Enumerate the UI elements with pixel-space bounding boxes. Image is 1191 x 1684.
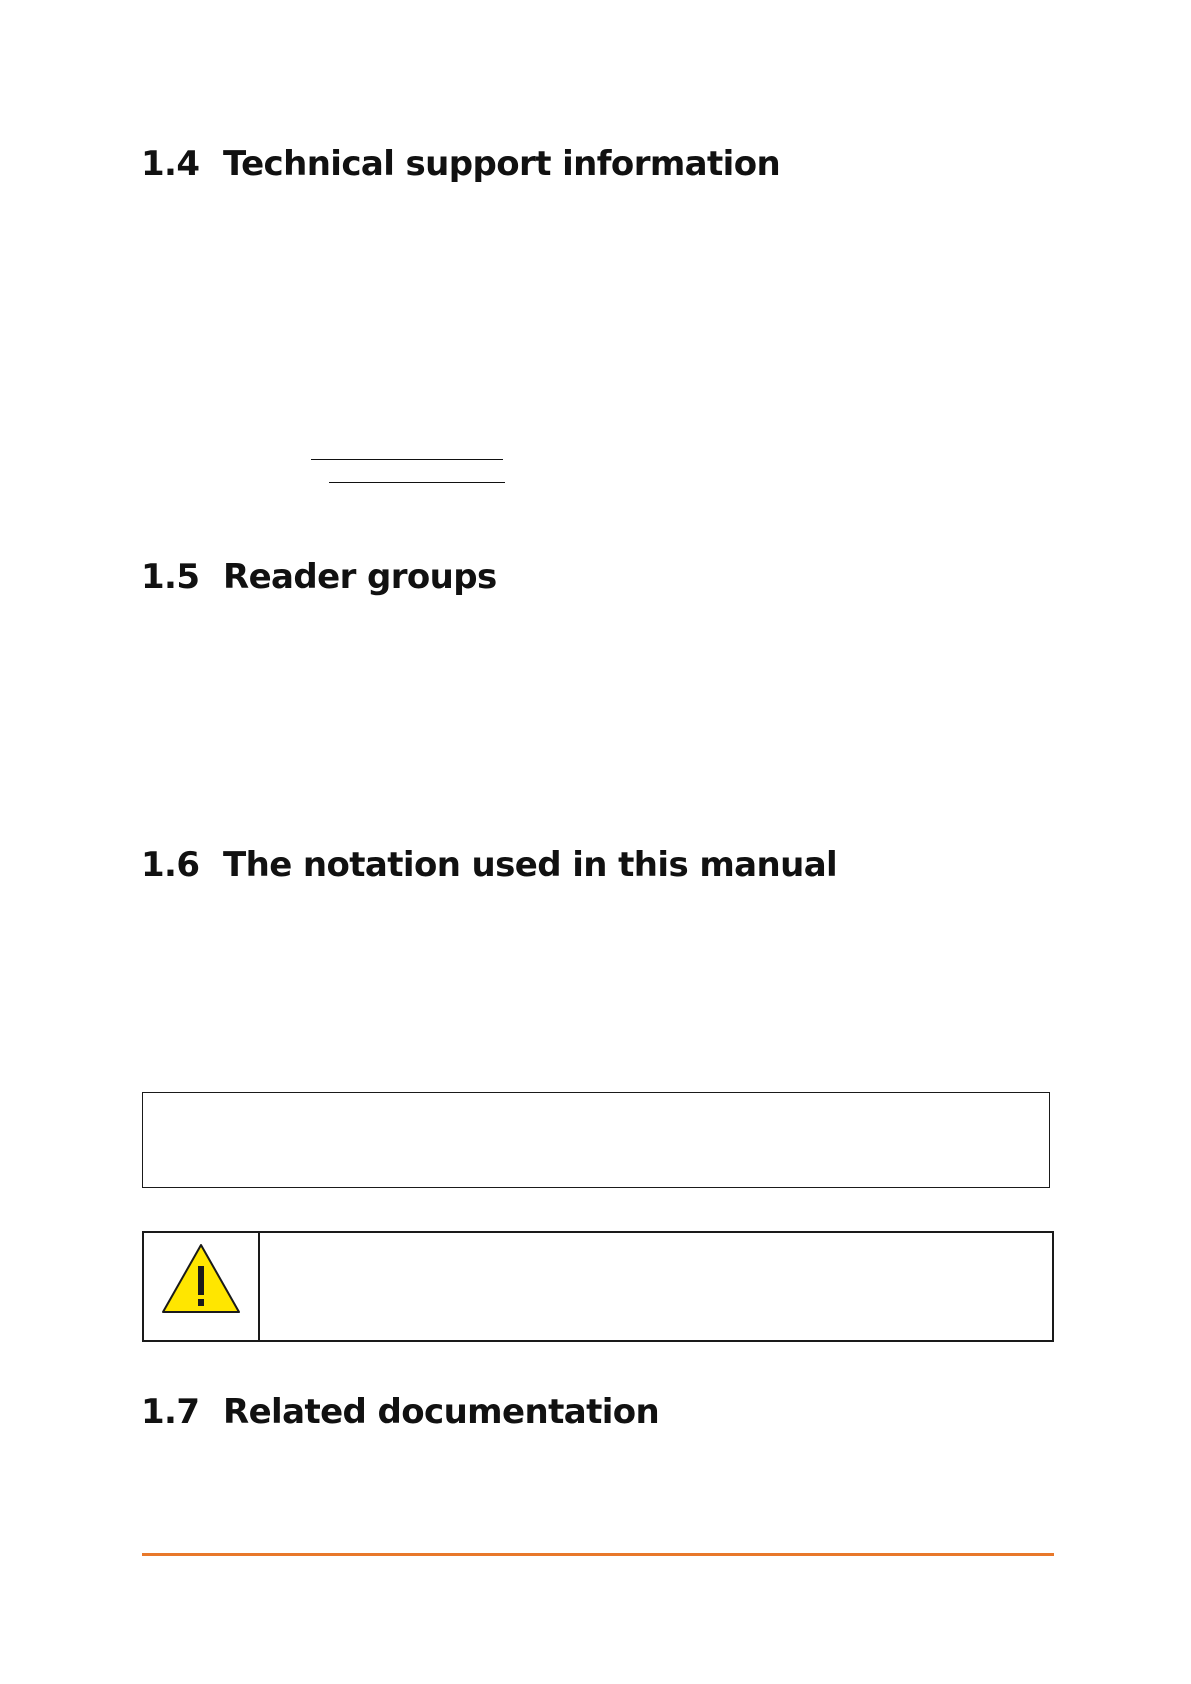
section-heading-1-6	[141, 845, 837, 885]
section-heading-1-5	[141, 557, 497, 597]
section-number: 1.5	[141, 557, 200, 597]
warning-triangle-icon	[160, 1242, 242, 1316]
underline-rule	[311, 459, 503, 460]
section-number: 1.6	[141, 845, 200, 885]
section-title: The notation used in this manual	[223, 845, 838, 885]
footer-divider	[142, 1553, 1054, 1556]
note-box	[142, 1092, 1050, 1188]
underline-rule	[329, 482, 505, 483]
warning-icon-cell	[144, 1233, 260, 1340]
warning-text-cell	[260, 1233, 1052, 1340]
section-title: Related documentation	[223, 1392, 660, 1432]
section-number: 1.7	[141, 1392, 200, 1432]
section-heading-1-4	[141, 144, 780, 184]
warning-box	[142, 1231, 1054, 1342]
section-number: 1.4	[141, 144, 200, 184]
section-title: Reader groups	[223, 557, 497, 597]
section-title: Technical support information	[223, 144, 781, 184]
section-heading-1-7	[141, 1392, 659, 1432]
